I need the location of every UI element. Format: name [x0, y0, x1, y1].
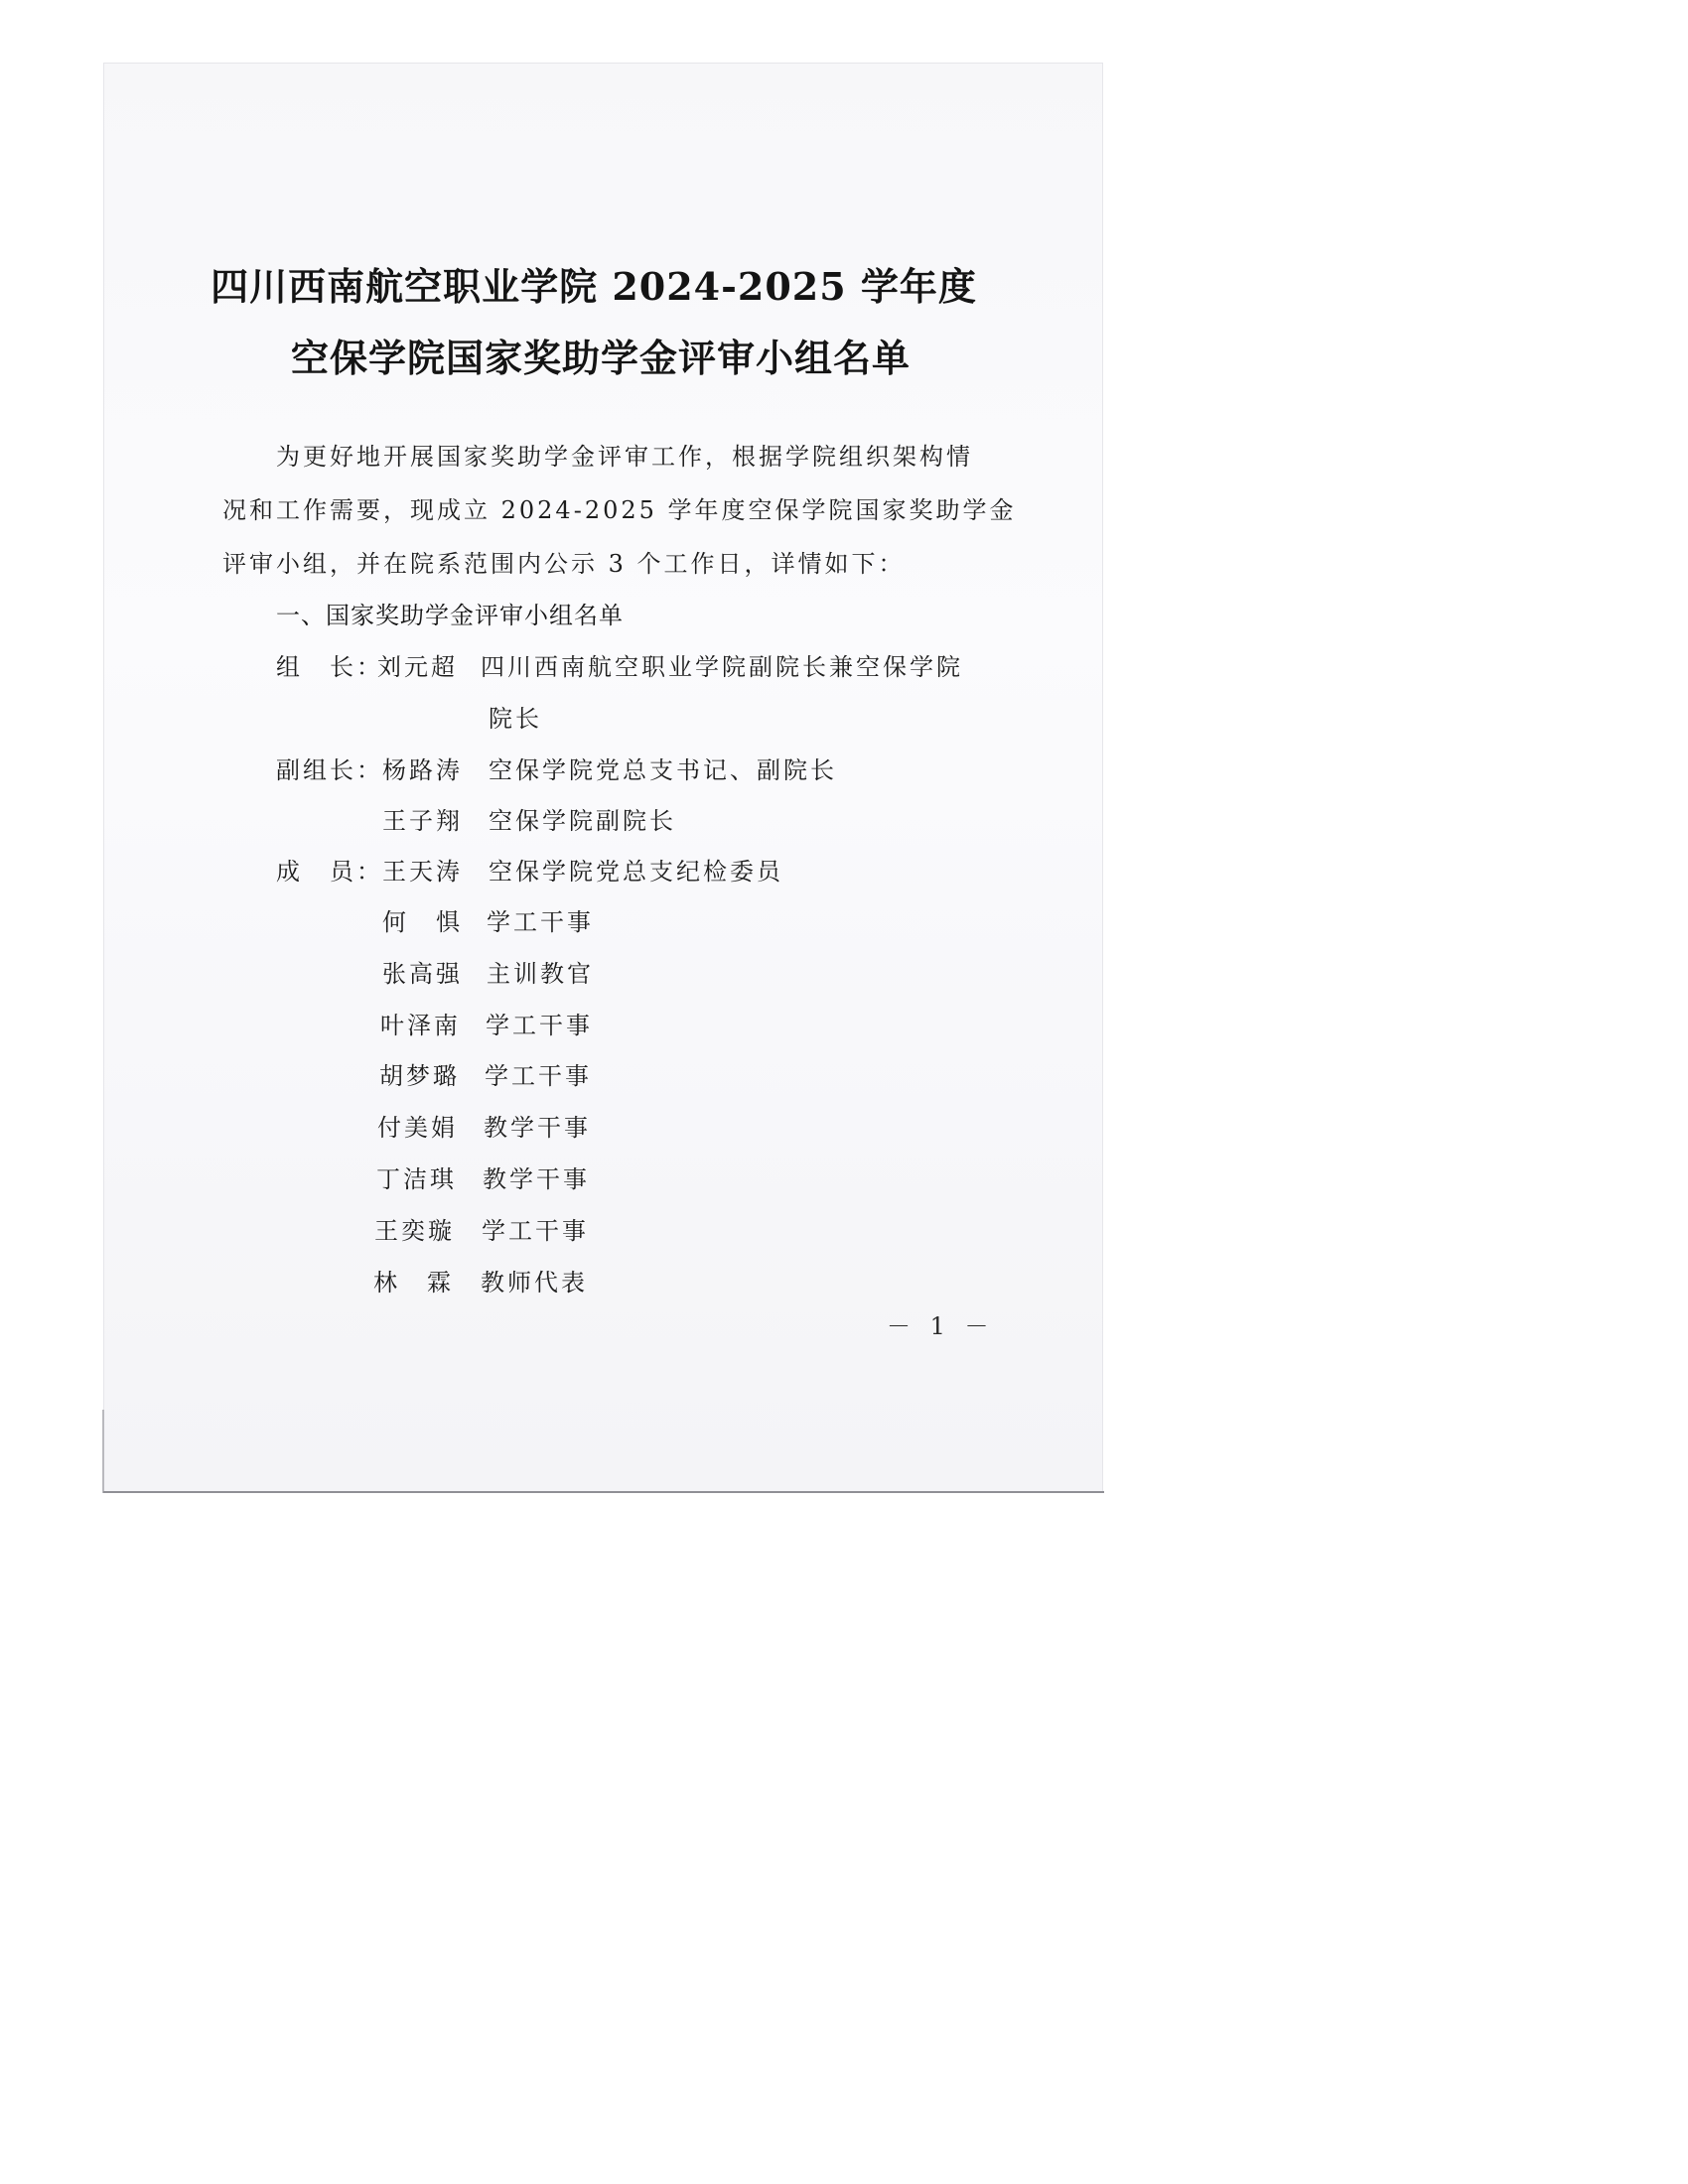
member-name: 王天涛: [382, 858, 463, 886]
member-title: 教师代表: [481, 1269, 588, 1297]
deputy-name: 王子翔: [382, 807, 463, 835]
document-title-line1: 四川西南航空职业学院 2024-2025 学年度: [211, 264, 977, 309]
member-name: 叶泽南: [380, 1012, 461, 1039]
member-name: 付美娟: [377, 1114, 458, 1142]
document-title-line2: 空保学院国家奖助学金评审小组名单: [290, 336, 911, 380]
member-name: 林 霖: [373, 1269, 454, 1297]
member-title: 学工干事: [485, 1062, 592, 1090]
member-title: 空保学院党总支纪检委员: [489, 858, 783, 886]
member-title: 学工干事: [486, 1012, 593, 1039]
member-name: 丁洁琪: [376, 1165, 457, 1193]
intro-paragraph-line3: 评审小组，并在院系范围内公示 3 个工作日，详情如下：: [222, 550, 906, 578]
member-name: 张高强: [382, 960, 463, 988]
paper-edge: [103, 1491, 1104, 1493]
paper-edge: [102, 1410, 104, 1493]
member-title: 教学干事: [483, 1165, 590, 1193]
leader-title: 四川西南航空职业学院副院长兼空保学院: [481, 653, 963, 681]
deputy-name: 杨路涛: [382, 756, 463, 784]
deputy-title: 空保学院党总支书记、副院长: [489, 756, 837, 784]
member-name: 何 惧: [382, 908, 463, 936]
member-name: 王奕璇: [374, 1217, 455, 1245]
page-number: － 1 －: [887, 1312, 995, 1340]
member-name: 胡梦璐: [379, 1062, 460, 1090]
deputy-role-label: 副组长：: [276, 756, 383, 784]
member-title: 教学干事: [484, 1114, 591, 1142]
leader-name: 刘元超: [377, 653, 458, 681]
intro-paragraph-line2: 况和工作需要，现成立 2024-2025 学年度空保学院国家奖助学金: [222, 496, 1017, 524]
intro-paragraph-line1: 为更好地开展国家奖助学金评审工作，根据学院组织架构情: [276, 443, 973, 471]
member-title: 学工干事: [482, 1217, 589, 1245]
member-title: 主训教官: [487, 960, 594, 988]
deputy-title: 空保学院副院长: [489, 807, 676, 835]
member-title: 学工干事: [487, 908, 594, 936]
section-heading: 一、国家奖助学金评审小组名单: [276, 602, 624, 629]
leader-title-continued: 院长: [489, 705, 542, 733]
member-role-label: 成 员：: [276, 858, 383, 886]
leader-role-label: 组 长：: [276, 653, 383, 681]
